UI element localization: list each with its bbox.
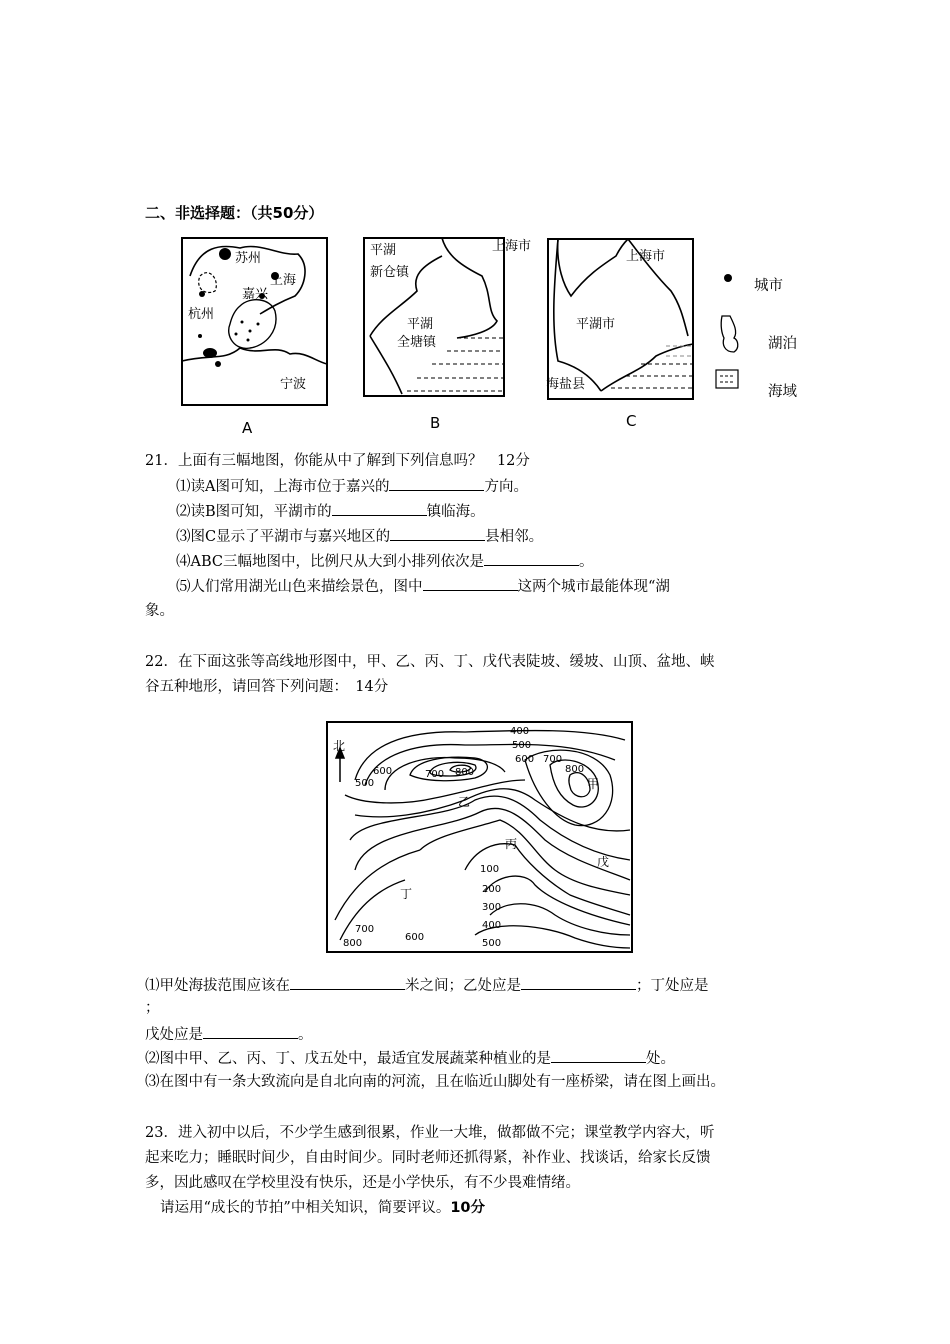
contour-label-800c: 800 <box>343 938 363 949</box>
map-legend <box>712 266 812 406</box>
contour-label-600b: 600 <box>373 766 393 777</box>
legend-lake: 湖泊 <box>768 336 797 352</box>
q21-blank-5[interactable] <box>423 576 518 591</box>
contour-label-700b: 700 <box>425 769 445 780</box>
map-b-label-xincang: 新仓镇 <box>370 265 410 280</box>
contour-label-500a: 500 <box>512 740 532 751</box>
contour-label-700a: 700 <box>543 754 563 765</box>
q23-line-4: 请运用“成长的节拍”中相关知识，简要评议。10分 <box>160 1200 486 1216</box>
q21-blank-1[interactable] <box>389 476 484 491</box>
q22-sub1: ⑴甲处海拔范围应该在 米之间；乙处应是 ；丁处应是 <box>145 975 805 996</box>
q22-blank-jia[interactable] <box>290 975 405 990</box>
city-icon <box>724 274 732 282</box>
q23-score: 10分 <box>450 1200 486 1216</box>
contour-label-100: 100 <box>480 864 500 875</box>
contour-label-400b: 400 <box>482 920 502 931</box>
q22-blank-wu[interactable] <box>203 1024 298 1039</box>
map-c-letter: C <box>626 412 637 430</box>
point-jia: 甲 <box>587 777 600 791</box>
contour-map <box>325 720 635 956</box>
section-title: 二、非选择题：（共50分） <box>145 204 324 222</box>
q21-blank-3[interactable] <box>390 526 485 541</box>
contour-label-800a: 800 <box>565 764 585 775</box>
q22-sub2: ⑵图中甲、乙、丙、丁、戊五处中，最适宜发展蔬菜种植业的是 处。 <box>145 1048 675 1069</box>
map-b-label-shanghai: 上海市 <box>492 239 532 254</box>
contour-label-600a: 600 <box>515 754 535 765</box>
q22-sub1-semicolon: ； <box>145 1000 160 1016</box>
map-c-label-pinghu: 平湖市 <box>576 317 616 332</box>
contour-label-800b: 800 <box>455 767 475 778</box>
q22-sub1-wu: 戊处应是 。 <box>145 1024 313 1045</box>
q21-item-5: ⑸人们常用湖光山色来描绘景色，图中 这两个城市最能体现“湖 <box>176 576 804 597</box>
map-b-label-pinghu-1: 平湖 <box>370 243 397 258</box>
map-a <box>180 236 330 436</box>
map-a-label-hangzhou: 杭州 <box>188 307 215 322</box>
contour-label-500b: 500 <box>355 778 375 789</box>
north-label: 北 <box>333 739 346 753</box>
q23-line-3: 多，因此感叹在学校里没有快乐，还是小学快乐，有不少畏难情绪。 <box>145 1175 580 1191</box>
contour-label-400: 400 <box>510 726 530 737</box>
map-a-letter: A <box>242 419 253 436</box>
map-b-letter: B <box>430 414 441 432</box>
point-yi: 乙 <box>458 795 471 809</box>
map-b-label-quantang: 全塘镇 <box>397 335 437 350</box>
q22-stem-1: 22．在下面这张等高线地形图中，甲、乙、丙、丁、戊代表陡坡、缓坡、山顶、盆地、峡 <box>145 654 715 670</box>
q21-blank-2[interactable] <box>332 501 427 516</box>
legend-city: 城市 <box>754 278 783 294</box>
map-a-label-shanghai: 上海 <box>270 273 297 288</box>
q21-blank-4[interactable] <box>484 551 579 566</box>
point-bing: 丙 <box>505 837 518 851</box>
map-a-label-ningbo: 宁波 <box>280 377 307 392</box>
q23-line-1: 23．进入初中以后，不少学生感到很累，作业一大堆，做都做不完；课堂教学内容大，听 <box>145 1125 715 1141</box>
map-c-label-shanghai: 上海市 <box>626 249 666 264</box>
legend-sea: 海域 <box>768 384 797 400</box>
lake-icon <box>721 316 738 352</box>
q21-wrap: 象。 <box>145 603 174 619</box>
map-a-label-suzhou: 苏州 <box>235 251 262 266</box>
q22-sub3: ⑶在图中有一条大致流向是自北向南的河流，且在临近山脚处有一座桥梁，请在图上画出。 <box>145 1074 725 1090</box>
map-c-label-haiyan: 海盐县 <box>546 377 586 392</box>
contour-label-200: 200 <box>482 884 502 895</box>
contour-label-500c: 500 <box>482 938 502 949</box>
sea-icon <box>716 370 738 388</box>
q21-item-4: ⑷ABC三幅地图中，比例尺从大到小排列依次是 。 <box>176 551 594 572</box>
q21-item-2: ⑵读B图可知，平湖市的 镇临海。 <box>176 501 485 522</box>
q22-stem-2: 谷五种地形，请回答下列问题： 14分 <box>145 679 389 695</box>
contour-label-600c: 600 <box>405 932 425 943</box>
contour-label-700c: 700 <box>355 924 375 935</box>
q23-line-2: 起来吃力；睡眠时间少，自由时间少。同时老师还抓得紧，补作业、找谈话，给家长反馈 <box>145 1150 711 1166</box>
point-ding: 丁 <box>400 887 413 901</box>
q21-stem: 21．上面有三幅地图，你能从中了解到下列信息吗？ 12分 <box>145 453 530 469</box>
contour-label-300: 300 <box>482 902 502 913</box>
q22-blank-yi[interactable] <box>521 975 636 990</box>
point-wu: 戊 <box>597 855 610 869</box>
map-a-label-jiaxing: 嘉兴 <box>242 287 269 302</box>
q21-item-3: ⑶图C显示了平湖市与嘉兴地区的 县相邻。 <box>176 526 543 547</box>
map-c <box>546 236 701 436</box>
q22-blank-veg[interactable] <box>551 1048 646 1063</box>
map-b-label-pinghu-2: 平湖 <box>407 317 434 332</box>
q21-item-1: ⑴读A图可知，上海市位于嘉兴的 方向。 <box>176 476 528 497</box>
map-b <box>362 236 542 436</box>
